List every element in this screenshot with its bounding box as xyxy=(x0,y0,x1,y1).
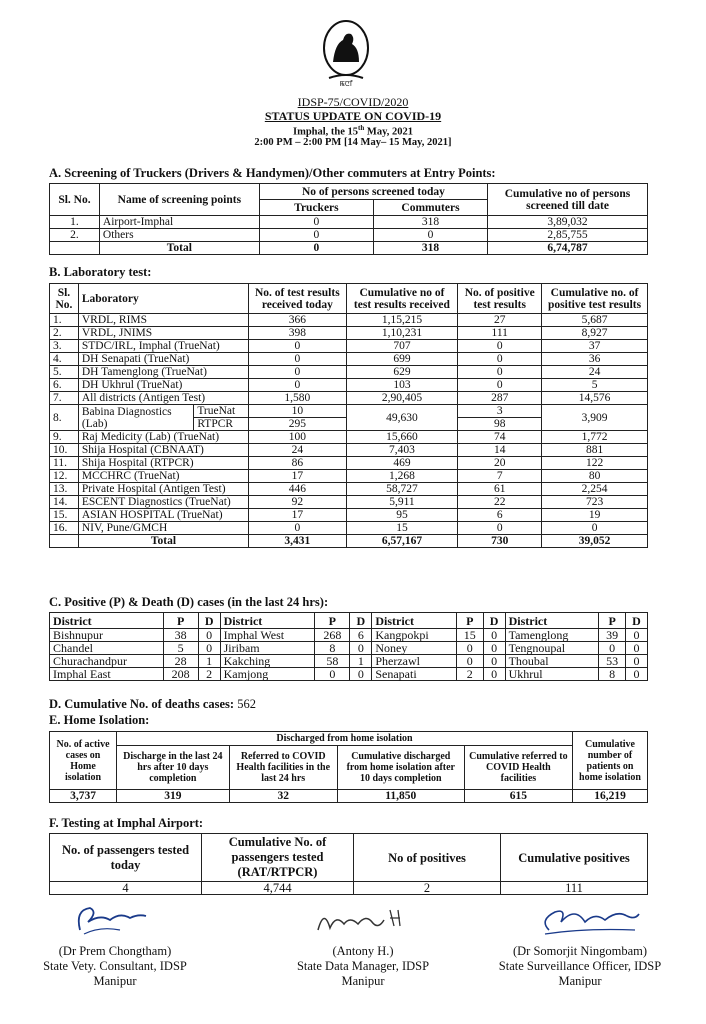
cell: Pherzawl xyxy=(372,655,457,668)
cell: 366 xyxy=(249,314,347,327)
col-cum: Cumulative no of test results received xyxy=(346,284,458,314)
col-discharge: Discharge in the last 24 hrs after 10 days completion xyxy=(117,746,230,790)
cell: VRDL, RIMS xyxy=(78,314,248,327)
cell: 20 xyxy=(458,457,542,470)
cell: 2,90,405 xyxy=(346,392,458,405)
cell: Ukhrul xyxy=(505,668,599,681)
cell: 27 xyxy=(458,314,542,327)
cell: NIV, Pune/GMCH xyxy=(78,522,248,535)
cell: 287 xyxy=(458,392,542,405)
state-emblem-icon xyxy=(315,18,377,90)
cell: 86 xyxy=(249,457,347,470)
airport-testing-table xyxy=(49,833,648,895)
col-active: No. of active cases on Home isolation xyxy=(50,732,117,790)
cell: 16,219 xyxy=(573,790,648,803)
cell: 58,727 xyxy=(346,483,458,496)
cell: 699 xyxy=(346,353,458,366)
signatory-place: Manipur xyxy=(341,974,385,988)
cell: 0 xyxy=(483,642,505,655)
column-header: District xyxy=(372,613,457,629)
table-row xyxy=(50,522,648,535)
column-header: D xyxy=(625,613,647,629)
cell: 0 xyxy=(249,340,347,353)
cell: 1,15,215 xyxy=(346,314,458,327)
cell: 1,268 xyxy=(346,470,458,483)
cell: 13. xyxy=(50,483,79,496)
cell: 268 xyxy=(315,629,350,642)
svg-text:ꯃꯅꯤ: ꯃꯅꯤ xyxy=(339,80,353,88)
table-row xyxy=(50,668,648,681)
cell: 3 xyxy=(458,405,542,418)
cell: TrueNat xyxy=(194,405,249,418)
cell: 0 xyxy=(458,522,542,535)
cell: 1. xyxy=(50,314,79,327)
cell: VRDL, JNIMS xyxy=(78,327,248,340)
cell: 98 xyxy=(458,418,542,431)
cell: 11,850 xyxy=(337,790,464,803)
cell: Bishnupur xyxy=(50,629,164,642)
cell: 122 xyxy=(542,457,648,470)
signatory-2 xyxy=(263,944,463,989)
table-row xyxy=(50,405,648,418)
cell: 1. xyxy=(50,216,100,229)
cell: 707 xyxy=(346,340,458,353)
cell: 38 xyxy=(163,629,198,642)
signature-image xyxy=(535,900,645,940)
cell: Kakching xyxy=(220,655,315,668)
cell: 92 xyxy=(249,496,347,509)
cell: Kamjong xyxy=(220,668,315,681)
cell: 0 xyxy=(542,522,648,535)
cell: 8 xyxy=(599,668,626,681)
report-date: Imphal, the 15th May, 2021 xyxy=(292,124,413,138)
report-title: STATUS UPDATE ON COVID-19 xyxy=(264,109,442,123)
col-pos: No. of positive test results xyxy=(458,284,542,314)
cell: Others xyxy=(99,229,259,242)
col-sl: Sl. No. xyxy=(50,184,100,216)
cell: 0 xyxy=(625,668,647,681)
cell: DH Ukhrul (TrueNat) xyxy=(78,379,248,392)
cell: 0 xyxy=(249,353,347,366)
table-row xyxy=(50,379,648,392)
table-row xyxy=(50,314,648,327)
report-period: 2:00 PM – 2:00 PM [14 May– 15 May, 2021] xyxy=(254,137,452,148)
cell: 318 xyxy=(373,242,487,255)
cell: Chandel xyxy=(50,642,164,655)
cell: 11. xyxy=(50,457,79,470)
col-sl: Sl. No. xyxy=(50,284,79,314)
cell: Total xyxy=(99,242,259,255)
col-discharged-group: Discharged from home isolation xyxy=(117,732,573,746)
cell: 2,85,755 xyxy=(488,229,648,242)
cell: Tamenglong xyxy=(505,629,599,642)
section-c-title: C. Positive (P) & Death (D) cases (in the last 24 hrs): xyxy=(49,595,329,609)
cell: 4,744 xyxy=(202,882,354,895)
cell: 14. xyxy=(50,496,79,509)
cell: 28 xyxy=(163,655,198,668)
col-cum-referred: Cumulative referred to COVID Health facilities xyxy=(464,746,572,790)
col-cum-tested: Cumulative No. of passengers tested (RAT/RTPCR) xyxy=(202,834,354,882)
cell: 319 xyxy=(117,790,230,803)
column-header: District xyxy=(50,613,164,629)
cell: 881 xyxy=(542,444,648,457)
cell: 7. xyxy=(50,392,79,405)
cell: 5. xyxy=(50,366,79,379)
cell: 14 xyxy=(458,444,542,457)
cell: 6. xyxy=(50,379,79,392)
section-a-title: A. Screening of Truckers (Drivers & Handymen)/Other commuters at Entry Points: xyxy=(49,166,496,180)
cell: 469 xyxy=(346,457,458,470)
total-row xyxy=(50,242,648,255)
cell: 39,052 xyxy=(542,535,648,548)
signatory-name: (Dr Somorjit Ningombam) xyxy=(512,944,647,958)
table-row xyxy=(50,457,648,470)
laboratory-table xyxy=(49,283,648,548)
cell: 61 xyxy=(458,483,542,496)
cell: 3,431 xyxy=(249,535,347,548)
cell: 2. xyxy=(50,229,100,242)
cell: 0 xyxy=(458,379,542,392)
table-row xyxy=(50,483,648,496)
signatory-place: Manipur xyxy=(558,974,602,988)
table-row xyxy=(50,496,648,509)
col-tested-today: No. of passengers tested today xyxy=(50,834,202,882)
table-row xyxy=(50,340,648,353)
screening-table xyxy=(49,183,648,255)
table-row xyxy=(50,431,648,444)
table-row xyxy=(50,790,648,803)
table-row xyxy=(50,229,648,242)
cell: 1 xyxy=(350,655,372,668)
cell: 12. xyxy=(50,470,79,483)
cell: 15,660 xyxy=(346,431,458,444)
cell: Imphal East xyxy=(50,668,164,681)
cell: 111 xyxy=(501,882,648,895)
cell: 39 xyxy=(599,629,626,642)
cell: ASIAN HOSPITAL (TrueNat) xyxy=(78,509,248,522)
cell: 446 xyxy=(249,483,347,496)
col-lab: Laboratory xyxy=(78,284,248,314)
cell: 8 xyxy=(315,642,350,655)
signatory-name: (Antony H.) xyxy=(332,944,394,958)
col-today: No. of test results received today xyxy=(249,284,347,314)
cell: 0 xyxy=(373,229,487,242)
cell: Noney xyxy=(372,642,457,655)
cell: DH Senapati (TrueNat) xyxy=(78,353,248,366)
cell: 1,10,231 xyxy=(346,327,458,340)
cell: 0 xyxy=(456,642,483,655)
cell: 8. xyxy=(50,405,79,431)
cell: 4 xyxy=(50,882,202,895)
section-f-title: F. Testing at Imphal Airport: xyxy=(49,816,204,830)
cell: 1,580 xyxy=(249,392,347,405)
cell: 730 xyxy=(458,535,542,548)
col-cum-positives: Cumulative positives xyxy=(501,834,648,882)
cell: 0 xyxy=(458,366,542,379)
cell: RTPCR xyxy=(194,418,249,431)
cell: 10 xyxy=(249,405,347,418)
table-row xyxy=(50,444,648,457)
cell: 32 xyxy=(229,790,337,803)
cell: 5 xyxy=(542,379,648,392)
cell: 6 xyxy=(458,509,542,522)
col-referred: Referred to COVID Health facilities in the last 24 hrs xyxy=(229,746,337,790)
cell: 0 xyxy=(198,629,220,642)
table-row xyxy=(50,642,648,655)
cell: 4. xyxy=(50,353,79,366)
cell: 10. xyxy=(50,444,79,457)
cell: 100 xyxy=(249,431,347,444)
cell: 6,74,787 xyxy=(488,242,648,255)
cell: 103 xyxy=(346,379,458,392)
col-commuters: Commuters xyxy=(373,200,487,216)
cell: Airport-Imphal xyxy=(99,216,259,229)
cell: 7,403 xyxy=(346,444,458,457)
col-name: Name of screening points xyxy=(99,184,259,216)
cell: Kangpokpi xyxy=(372,629,457,642)
section-e-title: E. Home Isolation: xyxy=(49,713,150,727)
table-row xyxy=(50,216,648,229)
cell: 5 xyxy=(163,642,198,655)
table-row xyxy=(50,327,648,340)
cell: 398 xyxy=(249,327,347,340)
col-truckers: Truckers xyxy=(259,200,373,216)
cell: 3. xyxy=(50,340,79,353)
cell: Private Hospital (Antigen Test) xyxy=(78,483,248,496)
cell: 3,89,032 xyxy=(488,216,648,229)
cell: 0 xyxy=(458,340,542,353)
cell: Jiribam xyxy=(220,642,315,655)
cell: 36 xyxy=(542,353,648,366)
cell: 0 xyxy=(458,353,542,366)
table-row xyxy=(50,353,648,366)
column-header: D xyxy=(350,613,372,629)
cell: 0 xyxy=(456,655,483,668)
column-header: P xyxy=(315,613,350,629)
section-b-title: B. Laboratory test: xyxy=(49,265,152,279)
cell: 0 xyxy=(259,216,373,229)
cell: 0 xyxy=(350,642,372,655)
column-header: P xyxy=(456,613,483,629)
cell: 295 xyxy=(249,418,347,431)
signature-image xyxy=(70,900,150,940)
signatory-1 xyxy=(15,944,215,989)
col-positives: No of positives xyxy=(354,834,501,882)
cell: STDC/IRL, Imphal (TrueNat) xyxy=(78,340,248,353)
cell: 111 xyxy=(458,327,542,340)
cell: 15. xyxy=(50,509,79,522)
cell: 7 xyxy=(458,470,542,483)
total-row xyxy=(50,535,648,548)
table-row xyxy=(50,366,648,379)
cell: 0 xyxy=(483,655,505,668)
cell: Churachandpur xyxy=(50,655,164,668)
table-row xyxy=(50,882,648,895)
column-header: District xyxy=(505,613,599,629)
cell: 37 xyxy=(542,340,648,353)
cell: 2 xyxy=(456,668,483,681)
cell: 5,911 xyxy=(346,496,458,509)
cell: MCCHRC (TrueNat) xyxy=(78,470,248,483)
cell: 80 xyxy=(542,470,648,483)
cell: 5,687 xyxy=(542,314,648,327)
column-header: District xyxy=(220,613,315,629)
col-today: No of persons screened today xyxy=(259,184,487,200)
col-cum-discharged: Cumulative discharged from home isolation after 10 days completion xyxy=(337,746,464,790)
cell: 22 xyxy=(458,496,542,509)
signatory-role: State Surveillance Officer, IDSP xyxy=(498,959,662,973)
cell: 0 xyxy=(249,522,347,535)
col-cumulative: Cumulative no of persons screened till date xyxy=(488,184,648,216)
signatory-place: Manipur xyxy=(93,974,137,988)
table-row xyxy=(50,629,648,642)
cell: Tengnoupal xyxy=(505,642,599,655)
cell: 2 xyxy=(198,668,220,681)
cell: 15 xyxy=(456,629,483,642)
table-row xyxy=(50,509,648,522)
cell: 0 xyxy=(625,642,647,655)
cell: Shija Hospital (RTPCR) xyxy=(78,457,248,470)
cell: 0 xyxy=(599,642,626,655)
cell: 95 xyxy=(346,509,458,522)
col-cum-patients: Cumulative number of patients on home isolation xyxy=(573,732,648,790)
cell: 9. xyxy=(50,431,79,444)
cell: Senapati xyxy=(372,668,457,681)
home-isolation-table xyxy=(49,731,648,803)
cell: 6,57,167 xyxy=(346,535,458,548)
cell: 629 xyxy=(346,366,458,379)
cell: 16. xyxy=(50,522,79,535)
cell: Total xyxy=(78,535,248,548)
cell: 8,927 xyxy=(542,327,648,340)
signatory-role: State Data Manager, IDSP xyxy=(296,959,430,973)
cell: 74 xyxy=(458,431,542,444)
cell: 17 xyxy=(249,509,347,522)
cell: 0 xyxy=(483,668,505,681)
cell: 58 xyxy=(315,655,350,668)
cell: 0 xyxy=(249,366,347,379)
cell: 49,630 xyxy=(346,405,458,431)
cell: 17 xyxy=(249,470,347,483)
cell: 24 xyxy=(542,366,648,379)
cell: 0 xyxy=(259,229,373,242)
cell: 1 xyxy=(198,655,220,668)
cell: Thoubal xyxy=(505,655,599,668)
cell: 2,254 xyxy=(542,483,648,496)
cell: 615 xyxy=(464,790,572,803)
cell: 318 xyxy=(373,216,487,229)
signatory-3 xyxy=(470,944,690,989)
signatory-role: State Vety. Consultant, IDSP xyxy=(43,959,187,973)
table-row xyxy=(50,392,648,405)
cell: 0 xyxy=(483,629,505,642)
district-cases-table xyxy=(49,612,648,681)
cell: 208 xyxy=(163,668,198,681)
cell: 2 xyxy=(354,882,501,895)
column-header: D xyxy=(483,613,505,629)
cell: 0 xyxy=(625,629,647,642)
section-d-title xyxy=(49,697,256,712)
column-header: D xyxy=(198,613,220,629)
cell: 0 xyxy=(249,379,347,392)
reference-number: IDSP-75/COVID/2020 xyxy=(297,95,409,109)
column-header: P xyxy=(599,613,626,629)
column-header: P xyxy=(163,613,198,629)
signature-image xyxy=(310,900,410,940)
cell: DH Tamenglong (TrueNat) xyxy=(78,366,248,379)
cell: 3,909 xyxy=(542,405,648,431)
cell: 0 xyxy=(625,655,647,668)
cell: 53 xyxy=(599,655,626,668)
table-row xyxy=(50,470,648,483)
signatory-name: (Dr Prem Chongtham) xyxy=(58,944,172,958)
cell: 0 xyxy=(350,668,372,681)
cell: Babina Diagnostics (Lab) xyxy=(78,405,193,431)
cell: 0 xyxy=(259,242,373,255)
cell: Imphal West xyxy=(220,629,315,642)
cell: 3,737 xyxy=(50,790,117,803)
cell: 0 xyxy=(198,642,220,655)
col-cumpos: Cumulative no. of positive test results xyxy=(542,284,648,314)
cell: 723 xyxy=(542,496,648,509)
cell: 2. xyxy=(50,327,79,340)
deaths-value: 562 xyxy=(237,697,256,711)
table-row xyxy=(50,655,648,668)
cell: 1,772 xyxy=(542,431,648,444)
cell: 19 xyxy=(542,509,648,522)
cell: 14,576 xyxy=(542,392,648,405)
deaths-label: D. Cumulative No. of deaths cases: xyxy=(49,697,235,711)
cell: Raj Medicity (Lab) (TrueNat) xyxy=(78,431,248,444)
cell: 6 xyxy=(350,629,372,642)
cell: 24 xyxy=(249,444,347,457)
cell: 15 xyxy=(346,522,458,535)
cell: All districts (Antigen Test) xyxy=(78,392,248,405)
cell: Shija Hospital (CBNAAT) xyxy=(78,444,248,457)
cell: ESCENT Diagnostics (TrueNat) xyxy=(78,496,248,509)
cell: 0 xyxy=(315,668,350,681)
